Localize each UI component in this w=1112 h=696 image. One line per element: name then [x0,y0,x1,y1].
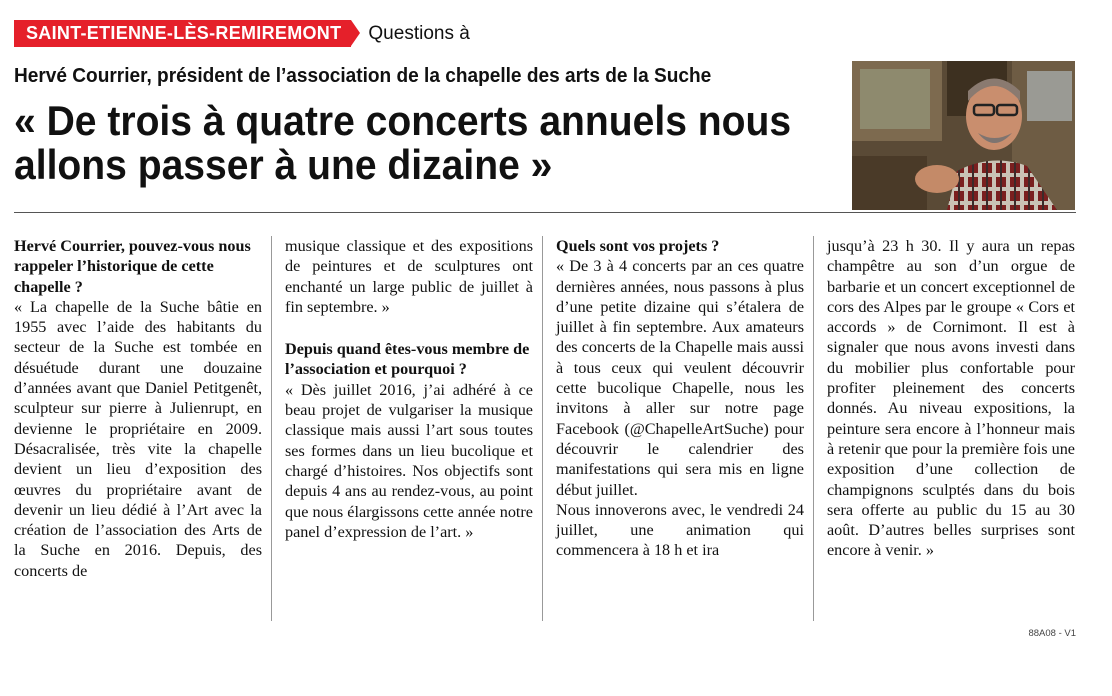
column-2 [285,236,533,542]
column-3 [556,236,804,561]
column-4 [827,236,1075,561]
question-2: Depuis quand êtes-vous membre de l’association et pourquoi ? [285,340,530,379]
page-reference: 88A08 - V1 [1028,628,1076,639]
column-divider [271,236,272,621]
answer-3-continued: jusqu’à 23 h 30. Il y aura un repas champêtre au son d’un orgue de barbarie et un concert exceptionnel de cors des Alpes par le groupe « Cors et accords » de Cornimont. Il est à signaler que nous avons investi dans du mobilier plus confortable pour profiter pleinement des concerts donnés. Au niveau expositions, la peinture sera encore à l’honneur mais à retenir que pour la première fois une exposition d’une collection de champignons sculptés dans du bois sera offerte au public du 15 au 30 août. D’autres belles surprises sont encore à venir. » [827,237,1075,560]
headline [14,99,791,187]
headline-line-2: allons passer à une dizaine » [14,141,553,188]
answer-1-continued: musique classique et des expositions de peintures et de sculptures ont enchanté un large public de juillet à fin septembre. » [285,237,533,316]
kicker-section-label: Questions à [368,22,470,44]
portrait-photo [852,61,1075,210]
answer-1: « La chapelle de la Suche bâtie en 1955 avec l’aide des habitants du secteur de la Suche est tombée en désuétude durant une douzaine d’années avant que Daniel Petitgenêt, sculpteur sur pierre à Julienrupt, en devienne le propriétaire en 2009. Désacralisée, très vite la chapelle devient un lieu d’exposition des œuvres du propriétaire avant de devenir un lieu dédié à l’Art avec la création de l’association des Arts de la Suche en 2016. Depuis, des concerts de [14,297,262,580]
answer-3: « De 3 à 4 concerts par an ces quatre dernières années, nous passons à plus d’une petite dizaine qui s’étalera de juillet à fin septembre. Aux amateurs des concerts de la Chapelle mais aussi à tous ceux qui veulent découvrir cette bucolique Chapelle, nous les invitons à aller sur notre page Facebook (@ChapelleArtSuche) pour découvrir le calendrier des manifestations qui sera mis en ligne début juillet. [556,257,804,499]
question-3: Quels sont vos projets ? [556,237,720,255]
portrait-illustration [852,61,1075,210]
header-divider [14,212,1076,213]
question-1: Hervé Courrier, pouvez-vous nous rappeler l’historique de cette chapelle ? [14,237,251,296]
column-1 [14,236,262,581]
kicker-arrow-icon [351,20,360,46]
headline-line-1: « De trois à quatre concerts annuels nous [14,97,792,144]
kicker [14,20,470,47]
answer-3-paragraph-2: Nous innoverons avec, le vendredi 24 juillet, une animation qui commencera à 18 h et ira [556,500,804,560]
column-divider [813,236,814,621]
kicker-location-tag: SAINT-ETIENNE-LÈS-REMIREMONT [14,20,351,47]
byline: Hervé Courrier, président de l’association de la chapelle des arts de la Suche [14,64,712,87]
column-divider [542,236,543,621]
answer-2: « Dès juillet 2016, j’ai adhéré à ce beau projet de vulgariser la musique classique mais aussi l’art sous toutes ses formes dans un lieu bucolique et chargé d’histoires. Nos objectifs sont depuis 4 ans au rendez-vous, au point que nous élargissons cette année notre panel d’expression de l’art. » [285,380,533,541]
